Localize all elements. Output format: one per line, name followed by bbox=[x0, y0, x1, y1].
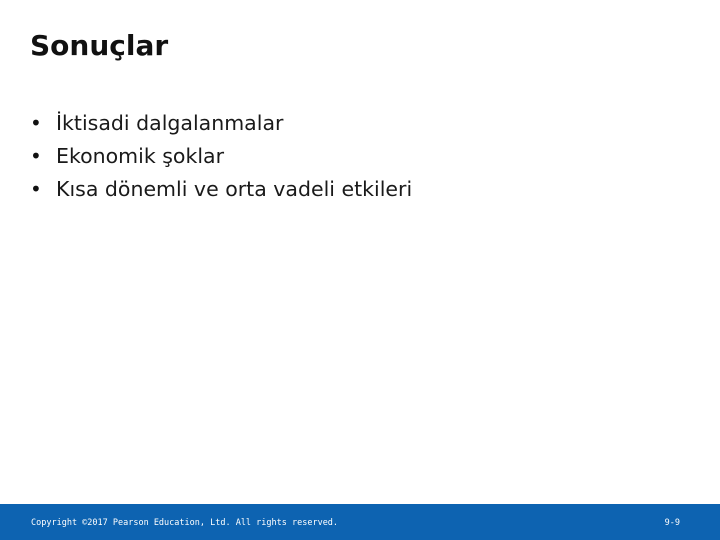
bullet-text: İktisadi dalgalanmalar bbox=[56, 111, 284, 135]
slide-title: Sonuçlar bbox=[30, 29, 169, 62]
bullet-item bbox=[30, 107, 412, 140]
copyright-notice: Copyright ©2017 Pearson Education, Ltd. All rights reserved. bbox=[31, 518, 339, 528]
bullet-item bbox=[30, 173, 412, 206]
bullet-text: Ekonomik şoklar bbox=[56, 144, 225, 168]
page-number: 9-9 bbox=[664, 518, 680, 528]
bullet-item bbox=[30, 140, 412, 173]
bullet-icon: • bbox=[30, 177, 42, 201]
bullet-icon: • bbox=[30, 111, 42, 135]
bullet-text: Kısa dönemli ve orta vadeli etkileri bbox=[56, 177, 413, 201]
bullet-icon: • bbox=[30, 144, 42, 168]
bullet-list bbox=[30, 107, 412, 206]
footer-bar bbox=[0, 504, 720, 540]
